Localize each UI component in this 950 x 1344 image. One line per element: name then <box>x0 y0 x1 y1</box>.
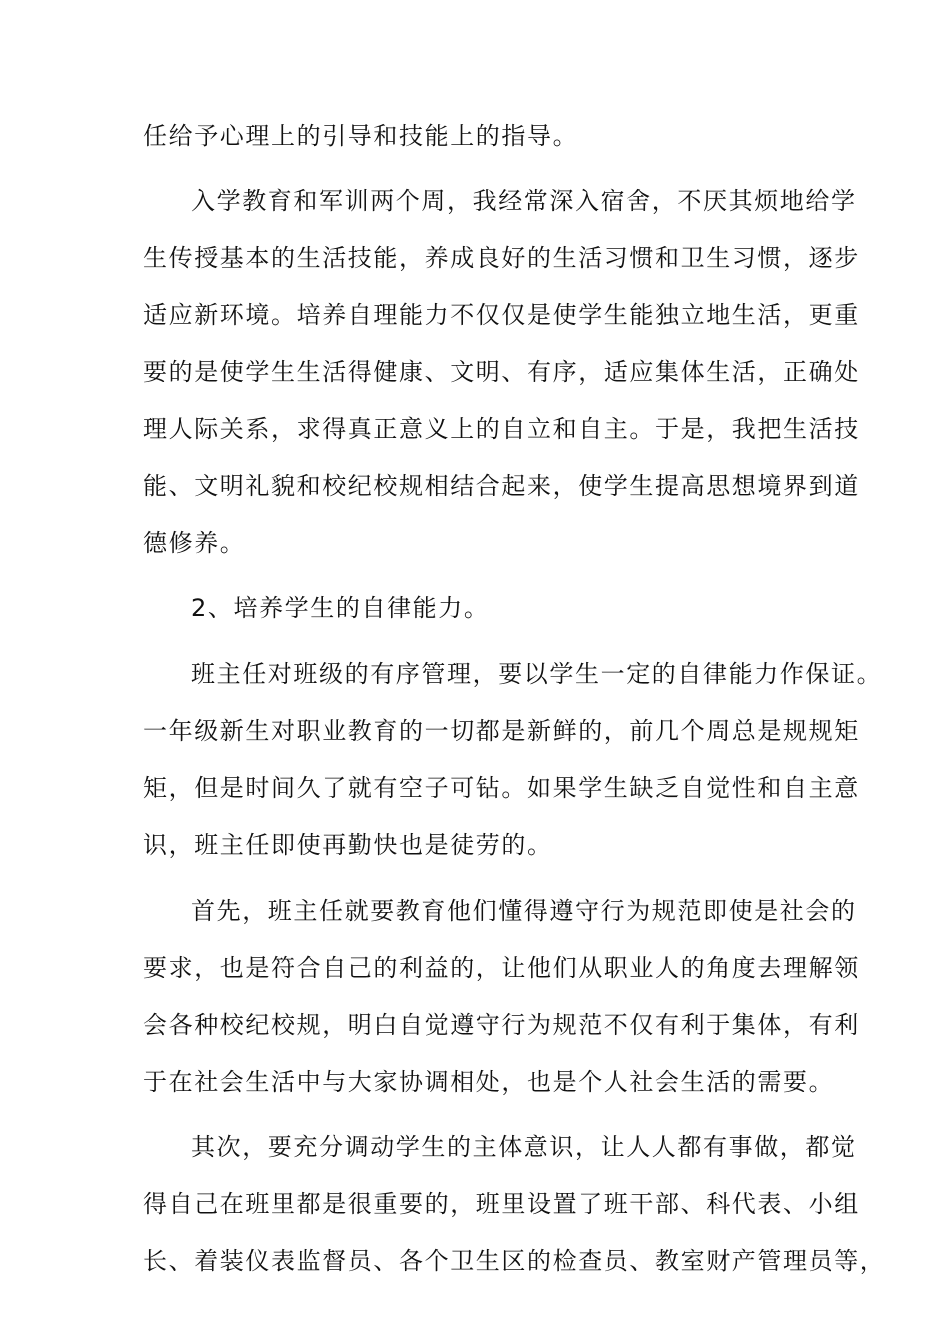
text-line: 要的是使学生生活得健康、文明、有序，适应集体生活，正确处 <box>143 358 860 386</box>
text-line: 任给予心理上的引导和技能上的指导。 <box>143 122 579 150</box>
text-line: 会各种校纪校规，明白自觉遵守行为规范不仅有利于集体，有利 <box>143 1011 860 1039</box>
text-line: 于在社会生活中与大家协调相处，也是个人社会生活的需要。 <box>143 1068 835 1096</box>
text-line: 一年级新生对职业教育的一切都是新鲜的，前几个周总是规规矩 <box>143 717 860 745</box>
paragraph-first-line: 其次，要充分调动学生的主体意识，让人人都有事做，都觉 <box>191 1133 857 1161</box>
paragraph-first-line: 入学教育和军训两个周，我经常深入宿舍，不厌其烦地给学 <box>191 187 857 215</box>
text-line: 适应新环境。培养自理能力不仅仅是使学生能独立地生活，更重 <box>143 301 860 329</box>
text-line: 能、文明礼貌和校纪校规相结合起来，使学生提高思想境界到道 <box>143 472 860 500</box>
text-line: 识，班主任即使再勤快也是徒劳的。 <box>143 831 553 859</box>
paragraph-first-line: 首先，班主任就要教育他们懂得遵守行为规范即使是社会的 <box>191 897 857 925</box>
text-line: 要求，也是符合自己的利益的，让他们从职业人的角度去理解领 <box>143 954 860 982</box>
text-line: 生传授基本的生活技能，养成良好的生活习惯和卫生习惯，逐步 <box>143 244 860 272</box>
text-line: 得自己在班里都是很重要的，班里设置了班干部、科代表、小组 <box>143 1190 860 1218</box>
text-line: 矩，但是时间久了就有空子可钻。如果学生缺乏自觉性和自主意 <box>143 774 860 802</box>
section-heading: 2、培养学生的自律能力。 <box>191 594 490 622</box>
paragraph-first-line: 班主任对班级的有序管理，要以学生一定的自律能力作保证。 <box>191 660 883 688</box>
text-line: 长、着装仪表监督员、各个卫生区的检查员、教室财产管理员等， <box>143 1247 886 1275</box>
text-line: 德修养。 <box>143 529 246 557</box>
text-line: 理人际关系，求得真正意义上的自立和自主。于是，我把生活技 <box>143 415 860 443</box>
